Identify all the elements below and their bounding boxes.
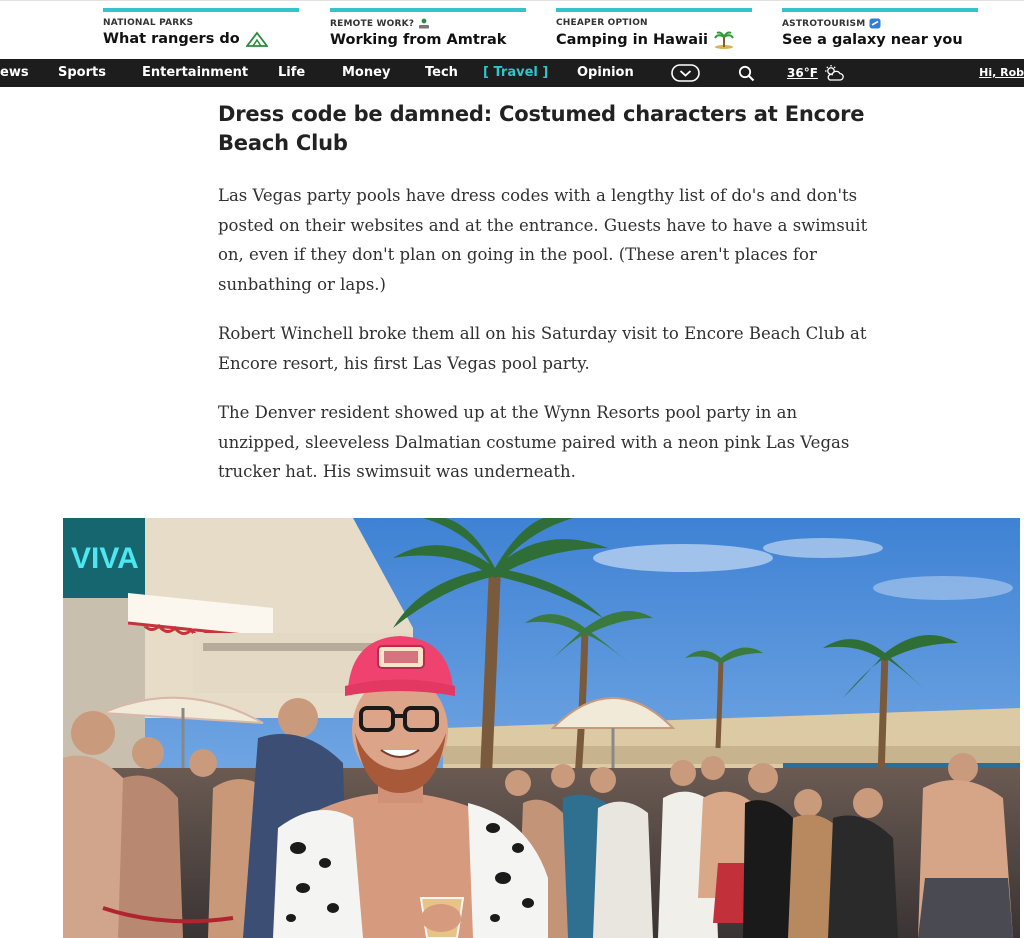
telescope-icon (869, 18, 881, 29)
article-photo[interactable] (63, 518, 1020, 938)
article-section (218, 100, 868, 487)
temperature-label[interactable]: 36°F (787, 66, 818, 80)
more-menu-chevron-icon[interactable] (671, 59, 700, 87)
palm-island-icon (714, 31, 734, 49)
nav-item-opinion[interactable]: Opinion (577, 65, 634, 80)
nav-item-news[interactable]: ews (0, 65, 29, 80)
search-icon[interactable] (738, 59, 755, 87)
article-paragraph: Robert Winchell broke them all on his Saturday visit to Encore Beach Club at Encore resort, his first Las Vegas pool party. (218, 324, 867, 373)
viva-sign: VIVA (71, 542, 139, 575)
promo-headline[interactable]: Camping in Hawaii (556, 31, 752, 49)
nav-item-travel[interactable]: [ Travel ] (483, 65, 549, 80)
section-heading: Dress code be damned: Costumed characters at Encore Beach Club (218, 102, 865, 155)
promo-headline[interactable]: See a galaxy near you (782, 32, 963, 48)
promo-cheaper-option[interactable] (556, 8, 752, 58)
promo-kicker: ASTROTOURISM (782, 18, 978, 29)
pool-party-photo (63, 518, 1020, 938)
promo-astrotourism[interactable] (782, 8, 978, 58)
weather-widget[interactable] (787, 59, 845, 87)
nav-item-sports[interactable]: Sports (58, 65, 106, 80)
promo-kicker: NATIONAL PARKS (103, 18, 194, 28)
partly-cloudy-icon (823, 64, 845, 82)
promo-kicker: CHEAPER OPTION (556, 18, 648, 28)
nav-item-tech[interactable]: Tech (425, 65, 458, 80)
promo-headline[interactable]: What rangers do (103, 31, 299, 47)
promo-headline[interactable]: Working from Amtrak (330, 32, 507, 48)
main-nav (0, 59, 1024, 87)
nav-item-money[interactable]: Money (342, 65, 391, 80)
nav-item-life[interactable]: Life (278, 65, 306, 80)
promo-kicker: REMOTE WORK? (330, 18, 526, 29)
promo-national-parks[interactable] (103, 8, 299, 58)
user-greeting[interactable]: Hi, Rob (979, 66, 1024, 79)
person-laptop-icon (418, 18, 430, 29)
mountain-icon (246, 31, 268, 47)
promo-remote-work[interactable] (330, 8, 526, 58)
nav-item-entertainment[interactable]: Entertainment (142, 65, 249, 80)
article-paragraph: Las Vegas party pools have dress codes with a lengthy list of do's and don'ts posted on their websites and at the entrance. Guests have to have a swimsuit on, even if they don't plan on going in the pool. (These aren't places for sunbathing or laps.) (218, 186, 868, 294)
article-paragraph: The Denver resident showed up at the Wynn Resorts pool party in an unzipped, sleeveless Dalmatian costume paired with a neon pink Las Vegas trucker hat. His swimsuit was underneath. (218, 403, 850, 481)
promo-strip (0, 0, 1024, 58)
